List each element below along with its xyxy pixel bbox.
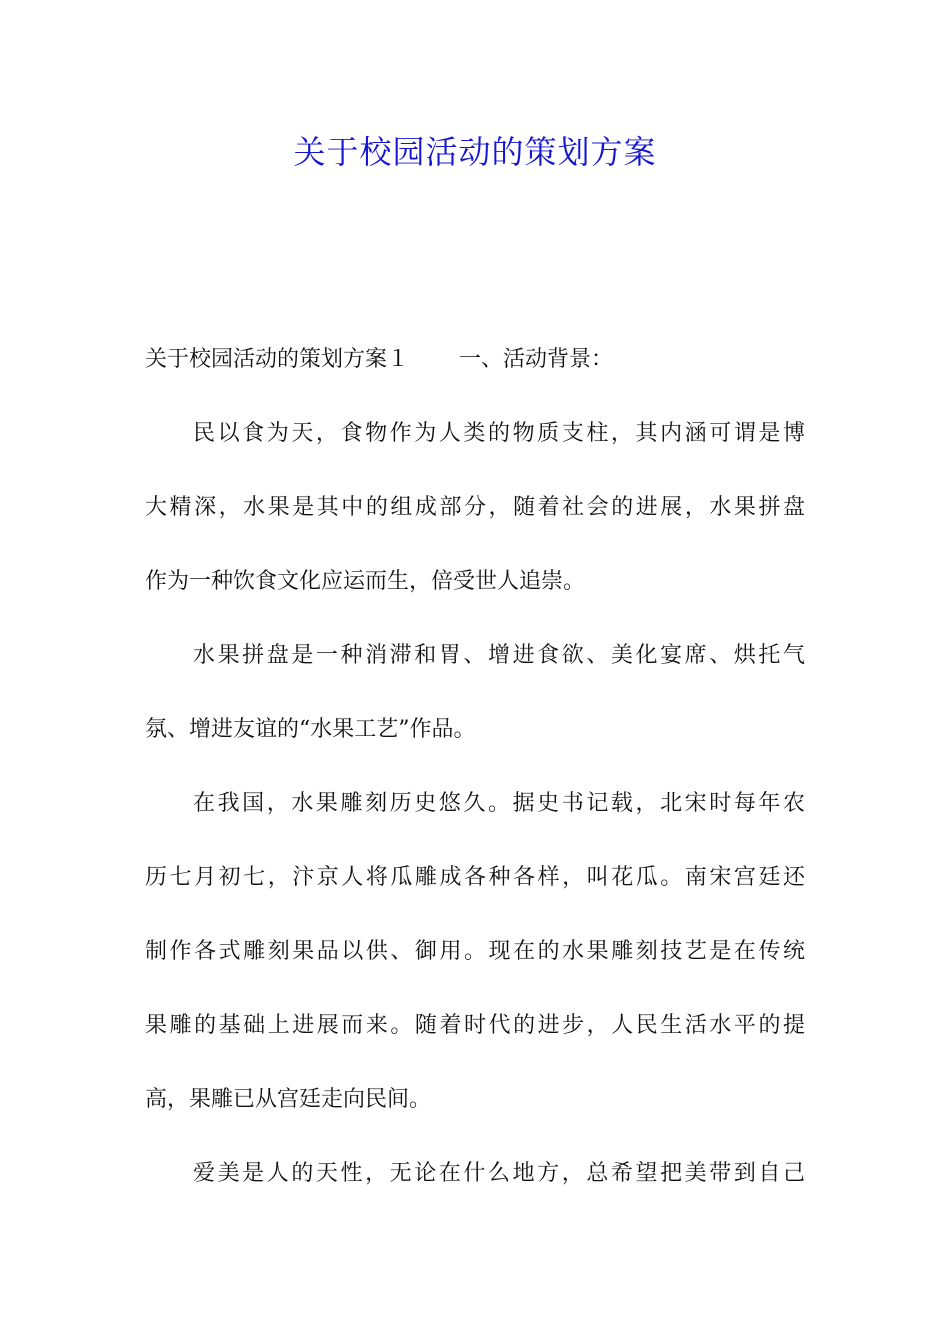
paragraph-line: 果雕的基础上进展而来。随着时代的进步，人民生活水平的提 bbox=[145, 1013, 805, 1038]
document-title: 关于校园活动的策划方案 bbox=[293, 133, 657, 171]
paragraph-line: 制作各式雕刻果品以供、御用。现在的水果雕刻技艺是在传统 bbox=[145, 939, 805, 964]
heading-line bbox=[145, 335, 805, 409]
paragraph-line: 历七月初七，汴京人将瓜雕成各种各样，叫花瓜。南宋宫廷还 bbox=[145, 865, 805, 890]
paragraph-line: 大精深，水果是其中的组成部分，随着社会的进展，水果拼盘 bbox=[145, 495, 805, 520]
paragraph-line: 民以食为天，食物作为人类的物质支柱，其内涵可谓是博 bbox=[193, 421, 805, 446]
paragraph-line: 氛、增进友谊的“水果工艺”作品。 bbox=[145, 717, 476, 742]
paragraph-line: 水果拼盘是一种消滞和胃、增进食欲、美化宴席、烘托气 bbox=[193, 643, 805, 668]
document-body bbox=[145, 335, 805, 1223]
plan-heading: 关于校园活动的策划方案１ bbox=[145, 347, 410, 372]
paragraph-line: 在我国，水果雕刻历史悠久。据史书记载，北宋时每年农 bbox=[193, 791, 805, 816]
section-heading: 一、活动背景： bbox=[459, 347, 614, 372]
paragraph-line: 作为一种饮食文化应运而生，倍受世人追崇。 bbox=[145, 569, 586, 594]
paragraph-line: 高，果雕已从宫廷走向民间。 bbox=[145, 1087, 432, 1112]
paragraph-line: 爱美是人的天性，无论在什么地方，总希望把美带到自己 bbox=[193, 1161, 805, 1186]
